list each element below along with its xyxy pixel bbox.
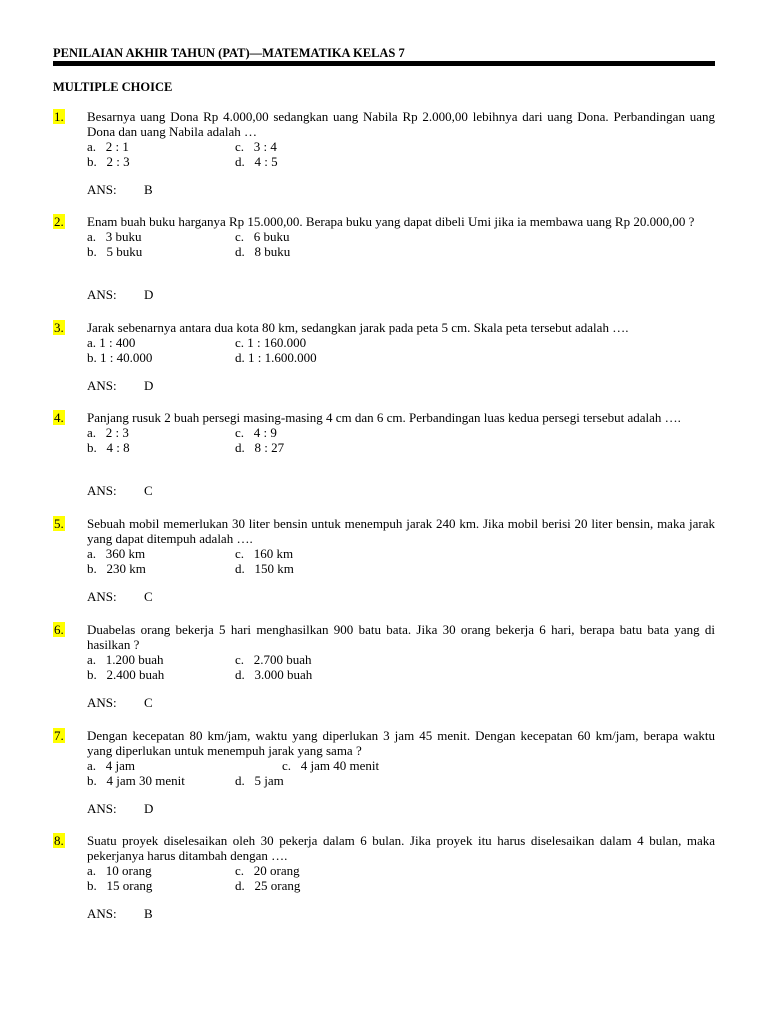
answer-line (87, 801, 153, 816)
answer-label: ANS: (87, 906, 117, 921)
question-text: Sebuah mobil memerlukan 30 liter bensin untuk menempuh jarak 240 km. Jika mobil berisi 20 liter bensin, maka jarak yang dapat ditempuh adalah …. (87, 516, 715, 546)
question-3 (53, 320, 715, 393)
answer-value: D (144, 801, 154, 816)
question-2 (53, 214, 715, 302)
question-6 (53, 622, 715, 710)
option-a: a. 10 orang (87, 863, 152, 878)
option-b: b. 2.400 buah (87, 667, 165, 682)
question-text: Duabelas orang bekerja 5 hari menghasilkan 900 batu bata. Jika 30 orang bekerja 6 hari, berapa batu bata yang di hasilkan ? (87, 622, 715, 652)
option-d: d. 8 buku (235, 244, 291, 259)
header-rule (53, 61, 715, 66)
question-number: 5. (54, 516, 64, 531)
answer-label: ANS: (87, 483, 117, 498)
option-a: a. 3 buku (87, 229, 142, 244)
option-a: a. 360 km (87, 546, 146, 561)
answer-value: B (144, 906, 153, 921)
option-d: d. 25 orang (235, 878, 301, 893)
question-number: 4. (54, 410, 64, 425)
question-text: Suatu proyek diselesaikan oleh 30 pekerja dalam 6 bulan. Jika proyek itu harus diselesaikan dalam 4 bulan, maka pekerjanya harus ditambah dengan …. (87, 833, 715, 863)
question-text: Besarnya uang Dona Rp 4.000,00 sedangkan uang Nabila Rp 2.000,00 lebihnya dari uang Dona. Perbandingan uang Dona dan uang Nabila adalah … (87, 109, 715, 139)
answer-label: ANS: (87, 695, 117, 710)
answer-line (87, 695, 153, 710)
question-text: Dengan kecepatan 80 km/jam, waktu yang diperlukan 3 jam 45 menit. Dengan kecepatan 60 km/jam, berapa waktu yang diperlukan untuk menempuh jarak yang sama ? (87, 728, 715, 758)
answer-line (87, 182, 153, 197)
question-4 (53, 410, 715, 498)
option-d: d. 150 km (235, 561, 294, 576)
option-c: c. 2.700 buah (235, 652, 312, 667)
answer-line (87, 287, 153, 302)
answer-value: D (144, 378, 154, 393)
answer-label: ANS: (87, 182, 117, 197)
question-7 (53, 728, 715, 816)
answer-value: B (144, 182, 153, 197)
options (87, 863, 715, 893)
option-b: b. 15 orang (87, 878, 153, 893)
answer-value: C (144, 483, 153, 498)
option-a: a. 1 : 400 (87, 335, 136, 350)
option-c: c. 20 orang (235, 863, 300, 878)
option-c: c. 4 : 9 (235, 425, 277, 440)
options (87, 229, 715, 259)
answer-value: C (144, 695, 153, 710)
option-b: b. 4 : 8 (87, 440, 130, 455)
option-b: b. 2 : 3 (87, 154, 130, 169)
question-number: 6. (54, 622, 64, 637)
answer-label: ANS: (87, 287, 117, 302)
option-b: b. 4 jam 30 menit (87, 773, 185, 788)
answer-value: C (144, 589, 153, 604)
answer-line (87, 483, 153, 498)
question-text: Enam buah buku harganya Rp 15.000,00. Berapa buku yang dapat dibeli Umi jika ia membawa uang Rp 20.000,00 ? (87, 214, 695, 229)
answer-line (87, 378, 153, 393)
question-8 (53, 833, 715, 921)
option-d: d. 3.000 buah (235, 667, 313, 682)
option-c: c. 160 km (235, 546, 294, 561)
question-number: 3. (54, 320, 64, 335)
answer-value: D (144, 287, 154, 302)
page-title: PENILAIAN AKHIR TAHUN (PAT)—MATEMATIKA KELAS 7 (53, 46, 405, 60)
options (87, 546, 715, 576)
answer-label: ANS: (87, 378, 117, 393)
option-a: a. 2 : 3 (87, 425, 129, 440)
question-text: Jarak sebenarnya antara dua kota 80 km, sedangkan jarak pada peta 5 cm. Skala peta tersebut adalah …. (87, 320, 629, 335)
option-d: d. 5 jam (235, 773, 284, 788)
question-number: 7. (54, 728, 64, 743)
question-text: Panjang rusuk 2 buah persegi masing-masing 4 cm dan 6 cm. Perbandingan luas kedua persegi tersebut adalah …. (87, 410, 681, 425)
option-a: a. 1.200 buah (87, 652, 164, 667)
options (87, 758, 715, 788)
option-b: b. 5 buku (87, 244, 143, 259)
option-d: d. 8 : 27 (235, 440, 285, 455)
option-c: c. 1 : 160.000 (235, 335, 307, 350)
option-b: b. 230 km (87, 561, 146, 576)
section-title: MULTIPLE CHOICE (53, 80, 173, 94)
question-1 (53, 109, 715, 197)
option-c: c. 3 : 4 (235, 139, 277, 154)
options (87, 335, 715, 365)
options (87, 652, 715, 682)
question-number: 2. (54, 214, 64, 229)
answer-line (87, 906, 153, 921)
option-a: a. 2 : 1 (87, 139, 129, 154)
answer-label: ANS: (87, 589, 117, 604)
option-d: d. 4 : 5 (235, 154, 278, 169)
option-a: a. 4 jam (87, 758, 136, 773)
option-c: c. 6 buku (235, 229, 290, 244)
option-d: d. 1 : 1.600.000 (235, 350, 317, 365)
options (87, 425, 715, 455)
answer-line (87, 589, 153, 604)
options (87, 139, 715, 169)
option-b: b. 1 : 40.000 (87, 350, 153, 365)
option-c: c. 4 jam 40 menit (282, 758, 380, 773)
question-number: 1. (54, 109, 64, 124)
answer-label: ANS: (87, 801, 117, 816)
question-number: 8. (54, 833, 64, 848)
question-5 (53, 516, 715, 604)
